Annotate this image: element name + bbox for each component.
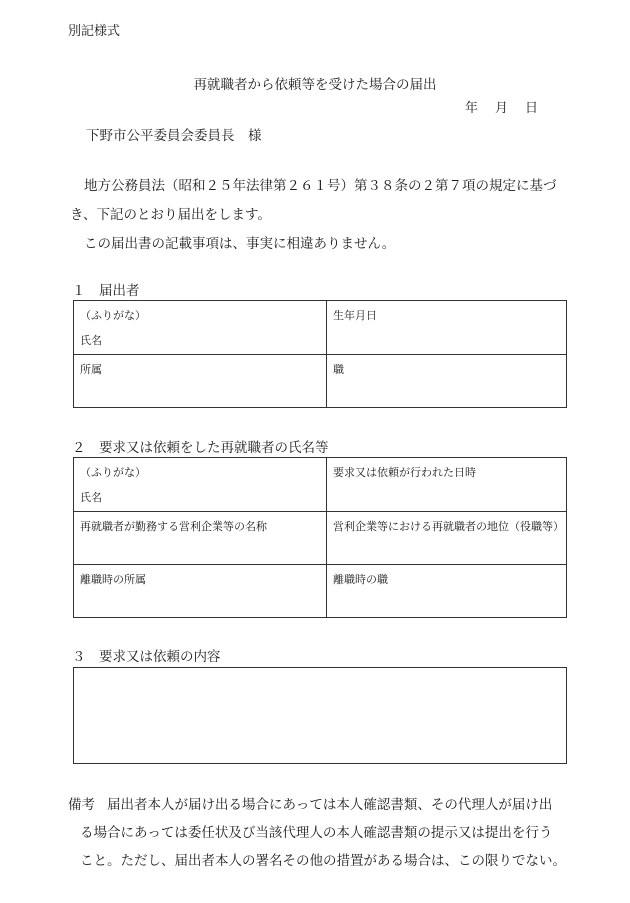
request-content-box[interactable]	[73, 667, 567, 764]
notifier-position-cell[interactable]	[327, 355, 567, 408]
reemployed-person-table	[73, 457, 567, 618]
table-row	[74, 301, 567, 355]
table-row	[74, 565, 567, 618]
remarks	[68, 791, 568, 875]
addressee: 下野市公平委員会委員長 様	[86, 128, 262, 144]
remarks-text-1: 届出者本人が届け出る場合にあっては本人確認書類、その代理人が届け出	[107, 797, 553, 813]
section-heading-notifier: １ 届出者	[72, 283, 140, 299]
furigana-label: （ふりがな）	[80, 309, 146, 322]
company-position-label: 営利企業等における再就職者の地位（役職等）	[333, 520, 564, 533]
retirement-position-label: 離職時の職	[333, 573, 388, 586]
retirement-position-cell[interactable]	[327, 565, 567, 618]
date-line: 年 月 日	[464, 101, 540, 116]
retirement-affiliation-label: 離職時の所属	[80, 573, 146, 586]
reemployed-name-cell[interactable]	[74, 458, 327, 512]
request-datetime-label: 要求又は依頼が行われた日時	[333, 466, 476, 479]
affiliation-label: 所属	[80, 363, 102, 376]
remarks-label: 備考	[68, 797, 95, 813]
intro-paragraph-declaration: この届出書の記載事項は、事実に相違ありません。	[84, 236, 396, 252]
remarks-text-3: こと。ただし、届出者本人の署名その他の措置がある場合は、この限りでない。	[80, 853, 566, 869]
table-row	[74, 512, 567, 565]
company-name-label: 再就職者が勤務する営利企業等の名称	[80, 520, 267, 533]
name-label: 氏名	[80, 334, 102, 347]
birthdate-label: 生年月日	[333, 309, 377, 322]
remarks-line	[68, 791, 568, 819]
company-name-cell[interactable]	[74, 512, 327, 565]
table-row	[74, 458, 567, 512]
form-label: 別記様式	[68, 24, 121, 39]
request-datetime-cell[interactable]	[327, 458, 567, 512]
intro-paragraph-legal-basis: 地方公務員法（昭和２５年法律第２６１号）第３８条の２第７項の規定に基づき、下記のとおり届出をします。	[70, 178, 557, 223]
furigana-label: （ふりがな）	[80, 466, 146, 479]
document-title: 再就職者から依頼等を受けた場合の届出	[193, 77, 437, 93]
position-label: 職	[333, 363, 344, 376]
section-heading-reemployed-person: ２ 要求又は依頼をした再就職者の氏名等	[72, 440, 329, 456]
section-heading-request-content: ３ 要求又は依頼の内容	[72, 649, 221, 665]
name-label: 氏名	[80, 491, 102, 504]
table-row	[74, 355, 567, 408]
notifier-name-cell[interactable]	[74, 301, 327, 355]
notifier-birthdate-cell[interactable]	[327, 301, 567, 355]
notifier-affiliation-cell[interactable]	[74, 355, 327, 408]
retirement-affiliation-cell[interactable]	[74, 565, 327, 618]
notifier-table	[73, 300, 567, 408]
company-position-cell[interactable]	[327, 512, 567, 565]
remarks-text-2: る場合にあっては委任状及び当該代理人の本人確認書類の提示又は提出を行う	[80, 825, 553, 841]
